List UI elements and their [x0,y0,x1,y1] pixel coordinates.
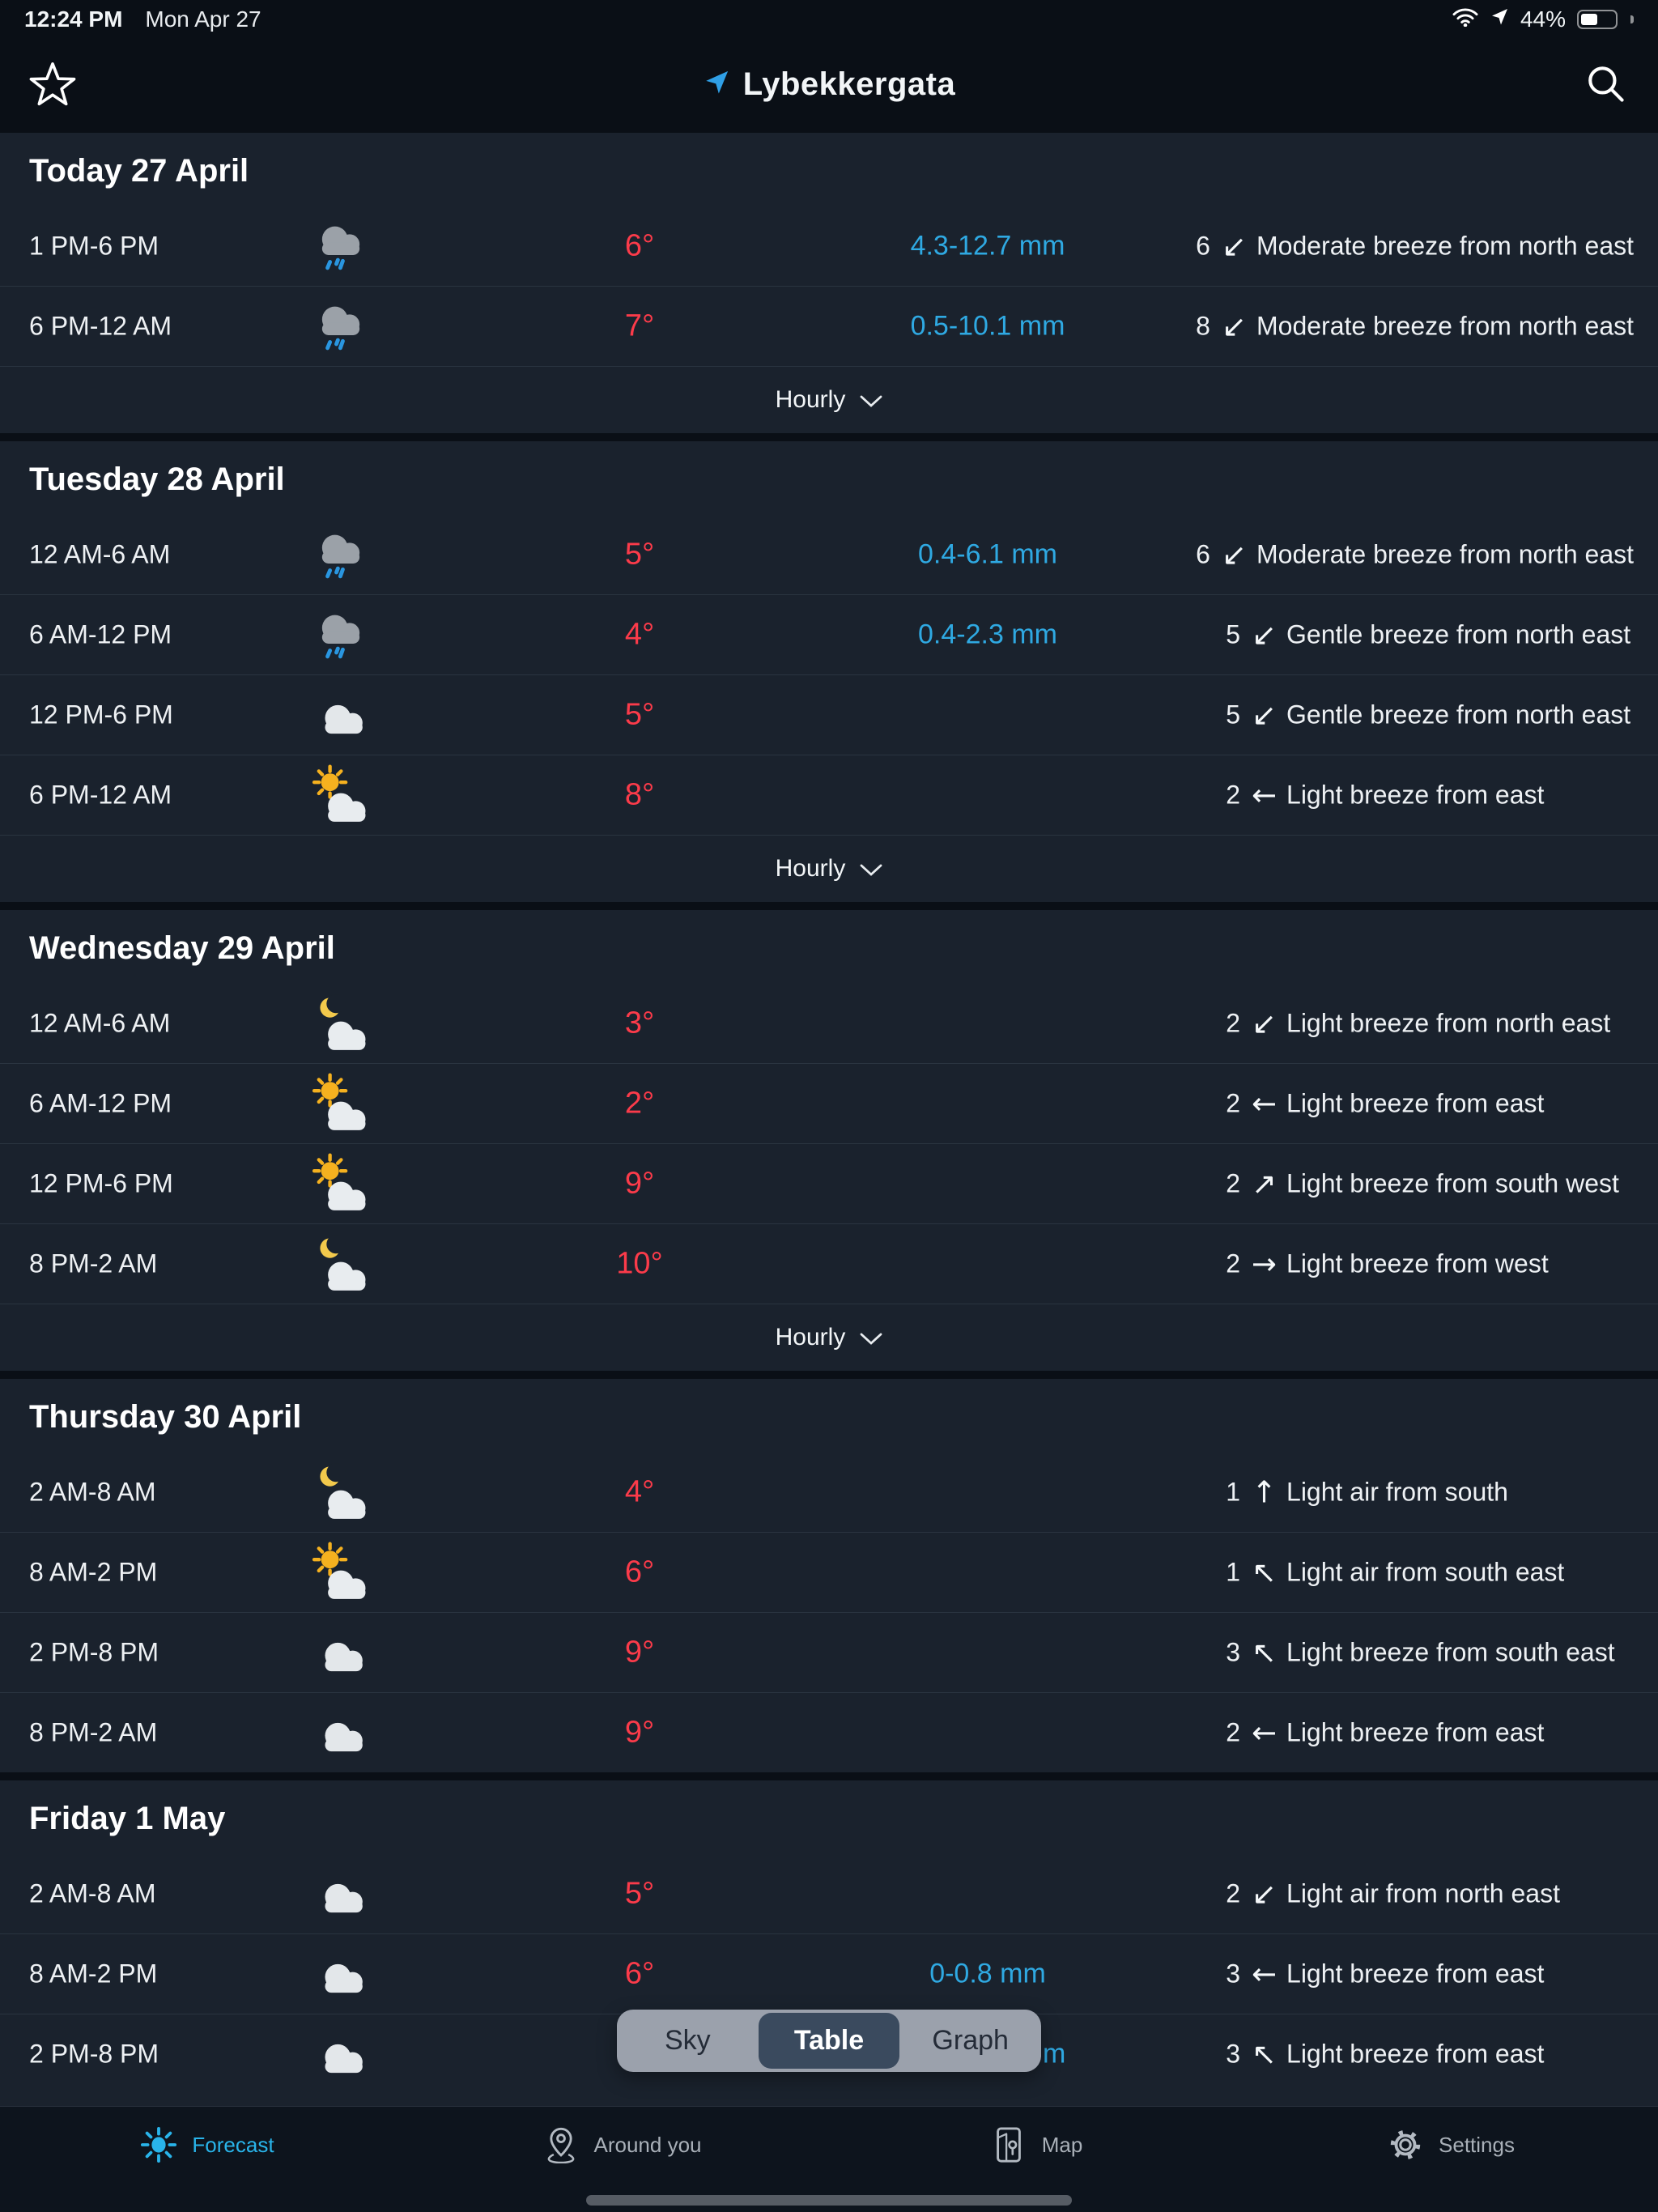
hourly-label: Hourly [775,1324,846,1351]
wind [1195,777,1634,813]
cloud-icon [309,681,372,749]
app-header [0,39,1658,130]
temperature: 3° [624,1006,655,1040]
clock: 12:24 PM [24,6,123,32]
hourly-label: Hourly [775,386,846,413]
wind-description: Light breeze from west [1286,1249,1549,1278]
day-rows [0,983,1658,1304]
day-rows [0,206,1658,366]
wind-direction-arrow: ↗ [1252,1166,1278,1202]
forecast-row[interactable] [0,1853,1658,1933]
time-range: 8 AM-2 PM [29,1557,158,1587]
forecast-row[interactable] [0,594,1658,674]
location-title: Lybekkergata [742,66,956,102]
forecast-row[interactable] [0,1612,1658,1692]
wind-description: Moderate breeze from north east [1256,311,1634,341]
wind-description: Light air from south [1286,1477,1508,1506]
forecast-row[interactable] [0,286,1658,366]
precipitation: 0.4-6.1 mm [918,538,1057,569]
temperature: 9° [624,1166,655,1201]
forecast-row[interactable] [0,755,1658,835]
segment-graph[interactable]: Graph [932,2025,1009,2056]
time-range: 8 PM-2 AM [29,1717,158,1747]
wind-direction-arrow: ↖ [1252,1555,1278,1590]
wind [1195,228,1634,263]
time-range: 8 AM-2 PM [29,1959,158,1989]
wind [1195,1876,1634,1911]
wind-speed: 2 [1226,1168,1240,1198]
forecast-row[interactable] [0,206,1658,286]
wind-speed: 2 [1226,1878,1240,1908]
sun-behind-cloud-icon [309,1150,372,1218]
hourly-label: Hourly [775,855,846,882]
wifi-icon [1452,6,1478,32]
wind-direction-arrow: ↙ [1221,308,1247,344]
view-switcher [617,2010,1041,2072]
time-range: 6 PM-12 AM [29,780,172,810]
wind-description: Light breeze from east [1286,1717,1545,1747]
wind [1195,617,1634,653]
wind-description: Light breeze from south west [1286,1168,1619,1198]
hourly-toggle[interactable] [0,366,1658,433]
time-range: 6 PM-12 AM [29,311,172,341]
forecast-row[interactable] [0,674,1658,755]
time-range: 8 PM-2 AM [29,1249,158,1278]
wind-direction-arrow: ← [1252,777,1278,813]
tab-label: Map [1041,2132,1083,2157]
precipitation: m [1043,2038,1066,2069]
day-title: Today 27 April [29,153,249,189]
wind-speed: 2 [1226,780,1240,810]
wind-speed: 2 [1226,1249,1240,1278]
temperature: 5° [624,697,655,732]
time-range: 2 AM-8 AM [29,1477,156,1506]
segment-sky[interactable]: Sky [664,2025,711,2056]
wind-description: Moderate breeze from north east [1256,231,1634,260]
time-range: 2 PM-8 PM [29,1637,159,1667]
precipitation: 0-0.8 mm [929,1958,1046,1989]
gear-icon [1387,2126,1424,2163]
wind-description: Light breeze from south east [1286,1637,1615,1667]
moon-behind-cloud-icon [309,1458,372,1526]
wind-direction-arrow: ↙ [1221,537,1247,572]
wind-description: Light breeze from north east [1286,1008,1611,1037]
chevron-down-icon [860,864,882,877]
forecast-row[interactable] [0,983,1658,1063]
temperature: 6° [624,1956,655,1991]
time-range: 6 AM-12 PM [29,619,172,649]
wind-speed: 6 [1196,539,1210,568]
tab-label: Around you [593,2132,702,2157]
wind-direction-arrow: ↙ [1252,1876,1278,1911]
rain-cloud-icon [309,521,372,589]
wind-speed: 5 [1226,619,1240,649]
wind [1195,697,1634,733]
wind-direction-arrow: ↙ [1252,617,1278,653]
battery-nub [1630,15,1634,23]
tab-settings[interactable] [1244,2107,1658,2212]
wind-speed: 2 [1226,1088,1240,1118]
tab-forecast[interactable] [0,2107,414,2212]
wind-direction-arrow: ↙ [1252,1006,1278,1040]
temperature: 4° [624,1474,655,1508]
wind-description: Light breeze from east [1286,780,1545,810]
map-icon [990,2126,1027,2163]
wind-speed: 2 [1226,1717,1240,1747]
hourly-toggle[interactable] [0,835,1658,902]
wind-direction-arrow: ← [1252,1956,1278,1992]
time-range: 12 PM-6 PM [29,700,173,730]
date: Mon Apr 27 [145,6,261,32]
temperature: 6° [624,228,655,262]
wind [1195,1166,1634,1202]
tab-label: Forecast [192,2132,274,2157]
cloud-icon [309,1619,372,1687]
wind-speed: 3 [1226,2039,1240,2069]
location-arrow-icon [703,69,730,100]
time-range: 2 AM-8 AM [29,1878,156,1908]
wind-description: Gentle breeze from north east [1286,619,1631,649]
wind-direction-arrow: ↖ [1252,1635,1278,1670]
wind-description: Light air from south east [1286,1557,1565,1587]
moon-behind-cloud-icon [309,989,372,1057]
wind [1195,1555,1634,1590]
wind-speed: 5 [1226,700,1240,730]
temperature: 5° [624,1876,655,1910]
time-range: 12 AM-6 AM [29,539,171,568]
cloud-icon [309,1940,372,2008]
time-range: 12 PM-6 PM [29,1168,173,1198]
wind-direction-arrow: ↖ [1252,2036,1278,2072]
forecast-row[interactable] [0,1143,1658,1223]
forecast-row[interactable] [0,1933,1658,2014]
wind-speed: 6 [1196,231,1210,260]
rain-cloud-icon [309,601,372,669]
wind [1195,1956,1634,1992]
forecast-row[interactable] [0,1532,1658,1612]
forecast-row[interactable] [0,1692,1658,1772]
wind-speed: 3 [1226,1959,1240,1989]
battery-icon [1577,10,1618,29]
day-section [0,1780,1658,2159]
day-section [0,1379,1658,1772]
wind [1195,1086,1634,1121]
day-title: Friday 1 May [29,1801,226,1836]
precipitation: 0.4-2.3 mm [918,619,1057,650]
temperature: 6° [624,1555,655,1589]
wind [1195,1635,1634,1670]
forecast-row[interactable] [0,1452,1658,1532]
wind-description: Light breeze from east [1286,2039,1545,2069]
location-pin-icon [542,2126,580,2163]
temperature: 9° [624,1715,655,1750]
wind-speed: 1 [1226,1477,1240,1506]
day-title: Thursday 30 April [29,1399,302,1435]
wind-direction-arrow: ← [1252,1086,1278,1121]
temperature: 4° [624,617,655,652]
rain-cloud-icon [309,292,372,360]
wind-description: Gentle breeze from north east [1286,700,1631,730]
wind [1195,308,1634,344]
wind-description: Light air from north east [1286,1878,1560,1908]
temperature: 2° [624,1086,655,1121]
wind [1195,1715,1634,1750]
temperature: 5° [624,537,655,571]
day-section [0,133,1658,433]
precipitation: 0.5-10.1 mm [910,310,1065,342]
sun-behind-cloud-icon [309,761,372,829]
wind-description: Light breeze from east [1286,1959,1545,1989]
battery-percent: 44% [1520,6,1566,32]
wind-description: Moderate breeze from north east [1256,539,1634,568]
status-bar [0,0,1658,39]
wind-description: Light breeze from east [1286,1088,1545,1118]
home-indicator[interactable] [586,2195,1072,2206]
wind-speed: 8 [1196,311,1210,341]
forecast-row[interactable] [0,1223,1658,1304]
segment-table[interactable]: Table [759,2013,900,2069]
location-header[interactable] [0,39,1658,130]
moon-behind-cloud-icon [309,1230,372,1298]
chevron-down-icon [860,1333,882,1346]
day-section [0,441,1658,902]
wind-direction-arrow: ← [1252,1715,1278,1750]
cloud-icon [309,2020,372,2088]
wind-direction-arrow: ↙ [1252,697,1278,733]
wind-direction-arrow: ↙ [1221,228,1247,263]
wind-direction-arrow: ↑ [1252,1474,1278,1509]
wind-speed: 1 [1226,1557,1240,1587]
time-range: 2 PM-8 PM [29,2039,159,2069]
temperature: 7° [624,308,655,343]
wind [1195,537,1634,572]
forecast-sections [0,133,1658,2167]
wind [1195,1246,1634,1282]
cloud-icon [309,1699,372,1767]
temperature: 9° [624,1635,655,1670]
temperature: 8° [624,777,655,812]
sun-behind-cloud-icon [309,1070,372,1138]
tab-label: Settings [1439,2132,1515,2157]
day-rows [0,1452,1658,1772]
temperature: 10° [616,1246,663,1281]
forecast-row[interactable] [0,514,1658,594]
day-rows [0,514,1658,835]
time-range: 6 AM-12 PM [29,1088,172,1118]
wind [1195,1008,1634,1038]
cloud-icon [309,1860,372,1928]
day-title: Tuesday 28 April [29,462,285,497]
chevron-down-icon [860,395,882,408]
time-range: 12 AM-6 AM [29,1008,171,1037]
search-icon[interactable] [1582,60,1629,107]
day-section [0,910,1658,1371]
day-title: Wednesday 29 April [29,930,335,966]
rain-cloud-icon [309,212,372,280]
precipitation: 4.3-12.7 mm [910,230,1065,261]
time-range: 1 PM-6 PM [29,231,159,260]
wind-speed: 2 [1226,1008,1240,1037]
wind-speed: 3 [1226,1637,1240,1667]
wind [1195,1474,1634,1509]
location-services-icon [1490,6,1509,32]
hourly-toggle[interactable] [0,1304,1658,1371]
sun-icon [140,2126,177,2163]
wind-direction-arrow: → [1252,1246,1278,1282]
wind [1195,2036,1634,2072]
sun-behind-cloud-icon [309,1538,372,1606]
forecast-row[interactable] [0,1063,1658,1143]
